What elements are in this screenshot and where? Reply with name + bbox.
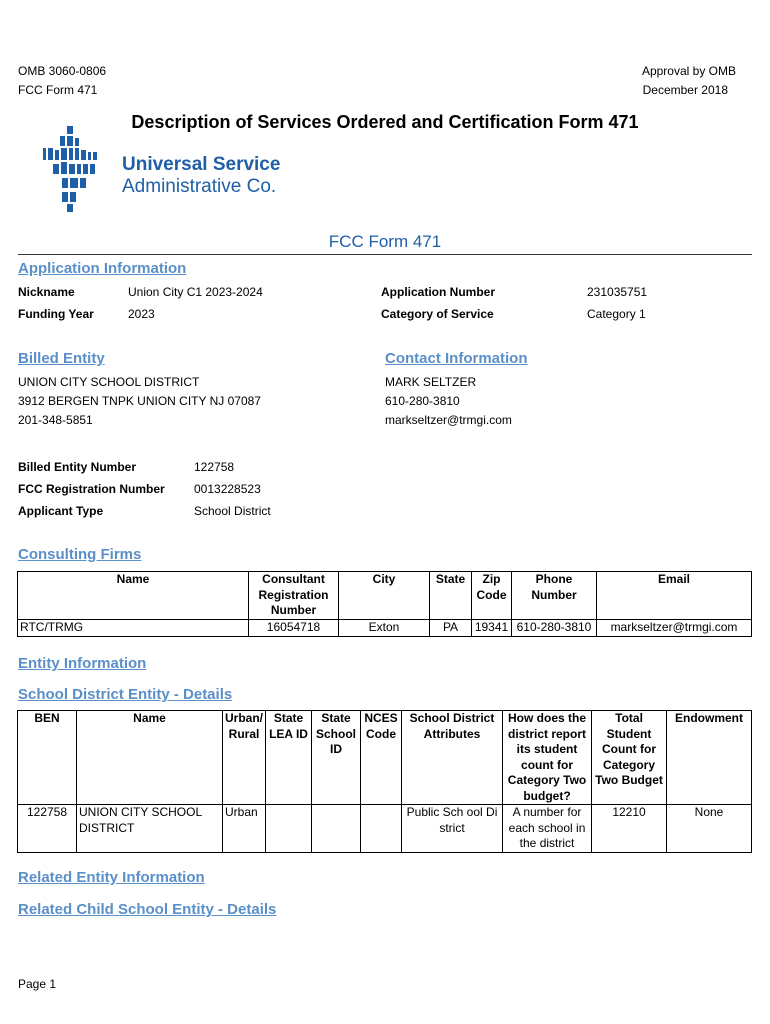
col-zip: Zip Code: [472, 572, 512, 620]
cell-state-lea-id: [266, 805, 312, 853]
logo-line-1: Universal Service: [122, 154, 281, 175]
form-title: FCC Form 471: [328, 232, 442, 251]
cell-state-school-id: [312, 805, 361, 853]
table-row: [18, 805, 752, 853]
nickname-value: Union City C1 2023-2024: [128, 285, 263, 299]
cell-total-student-count: 12210: [592, 805, 667, 853]
funding-year-label: Funding Year: [18, 307, 94, 321]
col-city: City: [339, 572, 430, 620]
applicant-type-value: School District: [194, 504, 271, 518]
ben-value: 122758: [194, 460, 235, 474]
category-label: Category of Service: [381, 307, 494, 321]
col-total-student-count: Total Student Count for Category Two Budget: [592, 711, 667, 805]
cell-name: RTC/TRMG: [18, 620, 249, 637]
page-number: Page 1: [18, 977, 57, 991]
contact-info-heading: Contact Information: [385, 350, 528, 367]
school-district-details-heading: School District Entity - Details: [18, 686, 233, 703]
cell-endowment: None: [667, 805, 752, 853]
application-number-value: 231035751: [587, 285, 648, 299]
cell-ben: 122758: [18, 805, 77, 853]
col-name: Name: [18, 572, 249, 620]
application-info-heading: Application Information: [18, 260, 187, 277]
col-nces-code: NCES Code: [361, 711, 402, 805]
logo-line-2: Administrative Co.: [122, 176, 277, 197]
nickname-label: Nickname: [18, 285, 75, 299]
consulting-firms-heading: Consulting Firms: [18, 546, 142, 563]
billed-entity-phone: 201-348-5851: [18, 413, 93, 427]
application-number-label: Application Number: [381, 285, 496, 299]
form-number: FCC Form 471: [18, 83, 98, 97]
usac-logo: [40, 124, 290, 214]
col-state-lea-id: State LEA ID: [266, 711, 312, 805]
billed-entity-heading: Billed Entity: [18, 350, 105, 367]
col-ben: BEN: [18, 711, 77, 805]
school-district-table: [17, 710, 752, 853]
revision-date: December 2018: [642, 83, 728, 97]
cell-student-count-method: A number for each school in the district: [503, 805, 592, 853]
cell-name: UNION CITY SCHOOL DISTRICT: [77, 805, 223, 853]
billed-entity-name: UNION CITY SCHOOL DISTRICT: [18, 375, 200, 389]
contact-email: markseltzer@trmgi.com: [385, 413, 512, 427]
cell-email: markseltzer@trmgi.com: [597, 620, 752, 637]
funding-year-value: 2023: [128, 307, 155, 321]
related-child-school-heading: Related Child School Entity - Details: [18, 901, 277, 918]
col-state: State: [430, 572, 472, 620]
col-district-attributes: School District Attributes: [402, 711, 503, 805]
col-student-count-method: How does the district report its student count for Category Two budget?: [503, 711, 592, 805]
cell-zip: 19341: [472, 620, 512, 637]
related-entity-heading: Related Entity Information: [18, 869, 205, 886]
cell-district-attributes: Public Sch ool District: [402, 805, 503, 853]
fcc-registration-label: FCC Registration Number: [18, 482, 165, 496]
col-endowment: Endowment: [667, 711, 752, 805]
billed-entity-address: 3912 BERGEN TNPK UNION CITY NJ 07087: [18, 394, 261, 408]
fcc-registration-value: 0013228523: [194, 482, 261, 496]
title-rule: [18, 254, 752, 255]
applicant-type-label: Applicant Type: [18, 504, 104, 518]
document-title: Description of Services Ordered and Certification Form 471: [131, 112, 639, 132]
col-consultant-reg: Consultant Registration Number: [249, 572, 339, 620]
table-row: [18, 620, 752, 637]
cell-urban-rural: Urban: [223, 805, 266, 853]
col-name: Name: [77, 711, 223, 805]
entity-info-heading: Entity Information: [18, 655, 147, 672]
cell-state: PA: [430, 620, 472, 637]
cell-nces-code: [361, 805, 402, 853]
cell-reg: 16054718: [249, 620, 339, 637]
cell-city: Exton: [339, 620, 430, 637]
usac-logo-icon: [40, 124, 118, 214]
cell-phone: 610-280-3810: [512, 620, 597, 637]
col-email: Email: [597, 572, 752, 620]
consulting-firms-table: [17, 571, 752, 637]
col-urban-rural: Urban/ Rural: [223, 711, 266, 805]
omb-number: OMB 3060-0806: [18, 64, 107, 78]
contact-phone: 610-280-3810: [385, 394, 460, 408]
ben-label: Billed Entity Number: [18, 460, 137, 474]
col-phone: Phone Number: [512, 572, 597, 620]
contact-name: MARK SELTZER: [385, 375, 477, 389]
omb-approval: Approval by OMB: [641, 64, 736, 78]
category-value: Category 1: [587, 307, 646, 321]
col-state-school-id: State School ID: [312, 711, 361, 805]
